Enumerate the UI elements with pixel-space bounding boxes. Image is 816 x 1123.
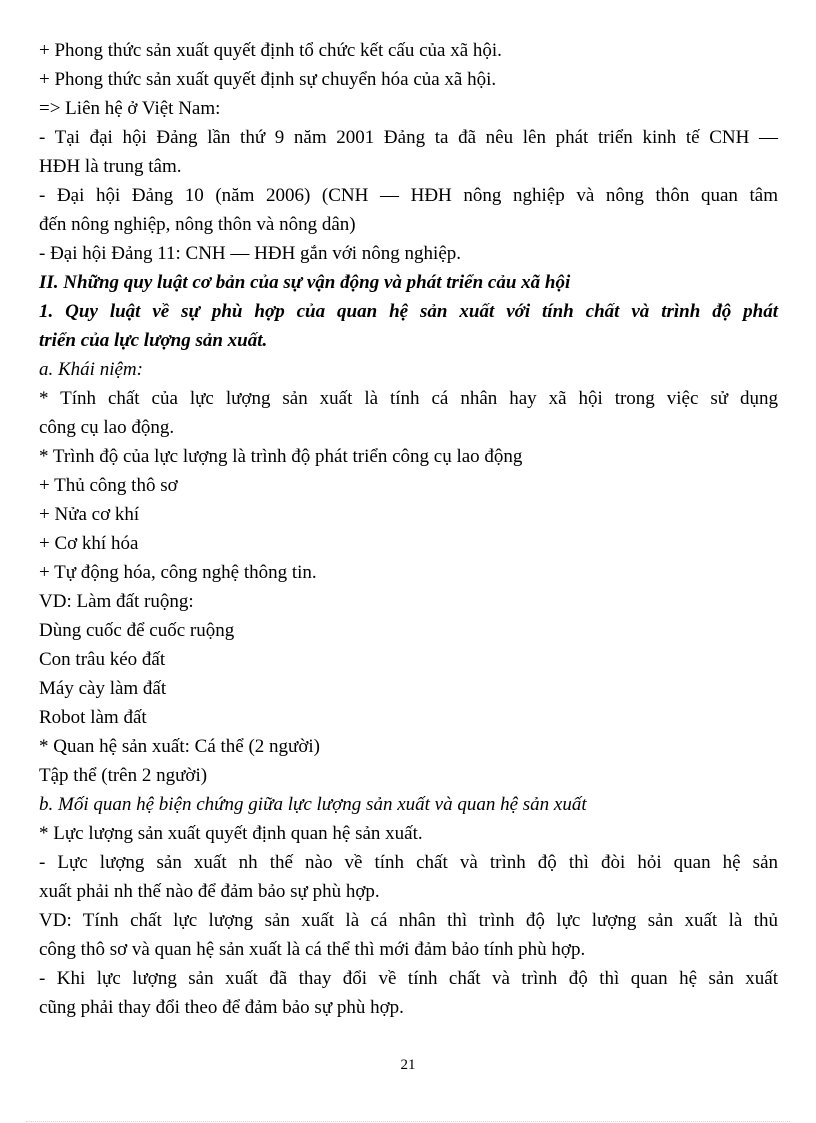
text-line: * Tính chất của lực lượng sản xuất là tính cá nhân hay xã hội trong việc sử dụng	[39, 388, 778, 409]
text-line: - Khi lực lượng sản xuất đã thay đổi về tính chất và trình độ thì quan hệ sản xuất	[39, 968, 778, 989]
text-line: - Tại đại hội Đảng lần thứ 9 năm 2001 Đảng ta đã nêu lên phát triển kinh tế CNH —	[39, 127, 778, 148]
text-line: công thô sơ và quan hệ sản xuất là cá thể thì mới đảm bảo tính phù hợp.	[39, 939, 586, 960]
text-line: Con trâu kéo đất	[39, 649, 166, 670]
text-line: Máy cày làm đất	[39, 678, 167, 699]
text-line: xuất phải nh thế nào để đảm bảo sự phù hợp.	[39, 881, 380, 902]
text-line: VD: Làm đất ruộng:	[39, 591, 194, 612]
item-heading: a. Khái niệm:	[39, 359, 143, 380]
text-line: Robot làm đất	[39, 707, 147, 728]
subsection-heading: triển của lực lượng sản xuất.	[39, 330, 268, 351]
text-line: + Phong thức sản xuất quyết định tổ chức kết cấu của xã hội.	[39, 40, 502, 61]
section-heading: II. Những quy luật cơ bản của sự vận động và phát triển cảu xã hội	[39, 272, 571, 293]
text-line: + Cơ khí hóa	[39, 533, 139, 554]
item-heading: b. Mối quan hệ biện chứng giữa lực lượng sản xuất và quan hệ sản xuất	[39, 794, 587, 815]
text-line: công cụ lao động.	[39, 417, 175, 438]
text-line: * Quan hệ sản xuất: Cá thể (2 người)	[39, 736, 321, 757]
text-line: cũng phải thay đổi theo để đảm bảo sự phù hợp.	[39, 997, 404, 1018]
text-line: + Tự động hóa, công nghệ thông tin.	[39, 562, 317, 583]
text-line: Tập thể (trên 2 người)	[39, 765, 208, 786]
text-line: + Phong thức sản xuất quyết định sự chuyển hóa của xã hội.	[39, 69, 497, 90]
text-line: VD: Tính chất lực lượng sản xuất là cá nhân thì trình độ lực lượng sản xuất là thủ	[39, 910, 778, 931]
text-line: Dùng cuốc để cuốc ruộng	[39, 620, 235, 641]
text-line: - Lực lượng sản xuất nh thế nào về tính chất và trình độ thì đòi hỏi quan hệ sản	[39, 852, 778, 873]
text-line: => Liên hệ ở Việt Nam:	[39, 98, 221, 119]
footer-divider	[26, 1121, 790, 1122]
text-line: + Nửa cơ khí	[39, 504, 140, 525]
text-line: - Đại hội Đảng 10 (năm 2006) (CNH — HĐH nông nghiệp và nông thôn quan tâm	[39, 185, 778, 206]
text-line: * Lực lượng sản xuất quyết định quan hệ sản xuất.	[39, 823, 423, 844]
text-line: HĐH là trung tâm.	[39, 156, 182, 177]
subsection-heading: 1. Quy luật về sự phù hợp của quan hệ sản xuất với tính chất và trình độ phát	[39, 301, 778, 322]
document-body	[39, 36, 778, 1022]
text-line: + Thủ công thô sơ	[39, 475, 178, 496]
page-number: 21	[400, 1057, 416, 1073]
text-line: đến nông nghiệp, nông thôn và nông dân)	[39, 214, 356, 235]
text-line: - Đại hội Đảng 11: CNH — HĐH gắn với nông nghiệp.	[39, 243, 462, 264]
text-line: * Trình độ của lực lượng là trình độ phát triển công cụ lao động	[39, 446, 523, 467]
